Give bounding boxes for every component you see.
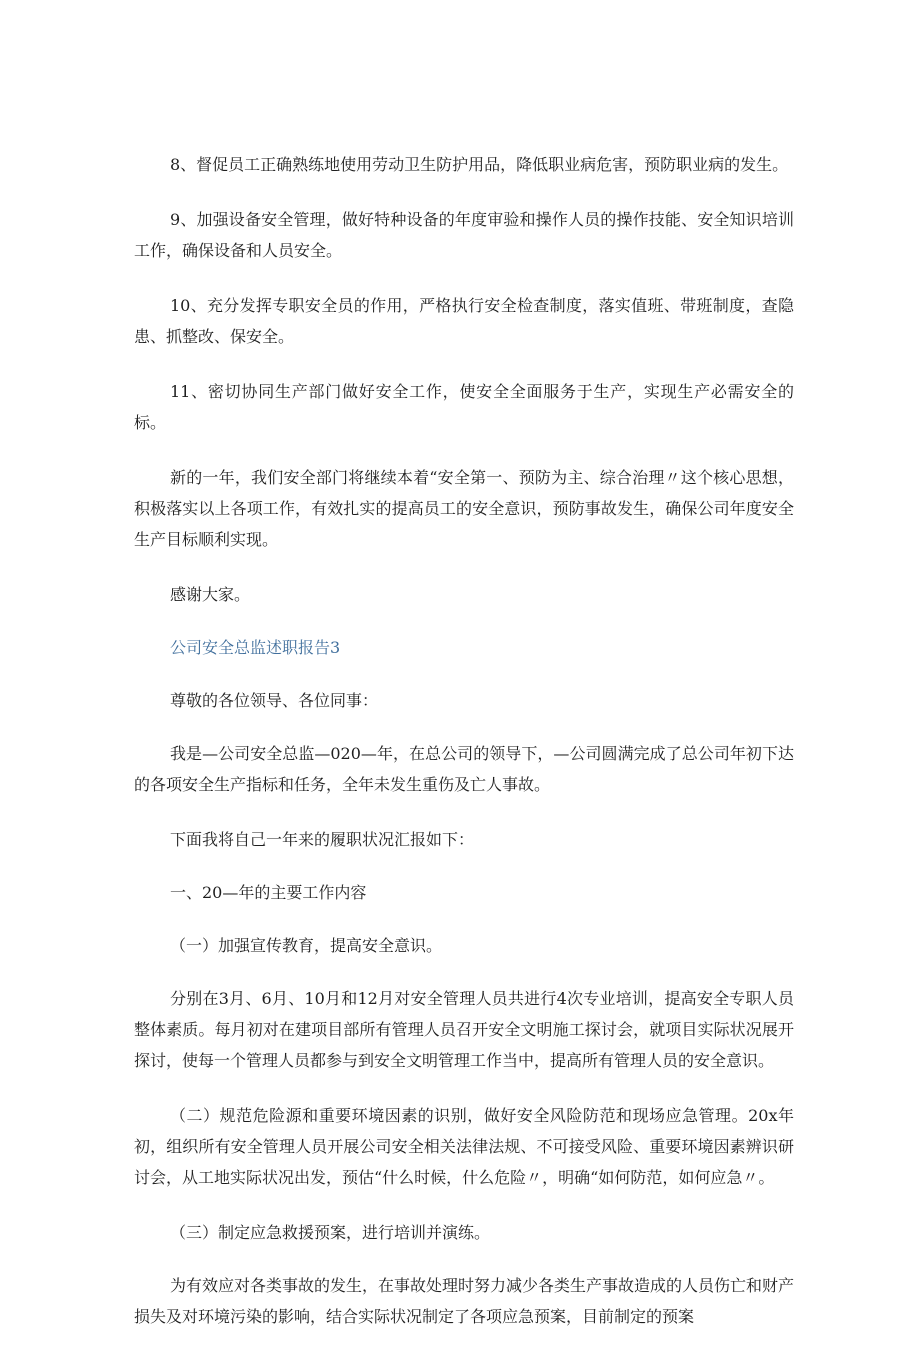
paragraph-hazard-identification: （二）规范危险源和重要环境因素的识别，做好安全风险防范和现场应急管理。20x年初，组织所有安全管理人员开展公司安全相关法律法规、不可接受风险、重要环境因素辨识研讨会，从工地实际状况出发，预估“什么时候，什么危险〃，明确“如何防范，如何应急〃。 <box>134 1106 794 1187</box>
paragraph-salutation: 尊敬的各位领导、各位同事： <box>170 691 379 710</box>
paragraph-item-10: 10、充分发挥专职安全员的作用，严格执行安全检查制度，落实值班、带班制度，查隐患、抓整改、保安全。 <box>134 296 794 346</box>
subsection-heading-3: （三）制定应急救援预案，进行培训并演练。 <box>170 1223 491 1242</box>
subsection-heading-1: （一）加强宣传教育，提高安全意识。 <box>170 936 443 955</box>
paragraph-report-lead: 下面我将自己一年来的履职状况汇报如下： <box>170 830 475 849</box>
paragraph-item-9: 9、加强设备安全管理，做好特种设备的年度审验和操作人员的操作技能、安全知识培训工作，确保设备和人员安全。 <box>134 210 794 260</box>
paragraph-item-11: 11、密切协同生产部门做好安全工作，使安全全面服务于生产，实现生产必需安全的标。 <box>134 382 794 432</box>
paragraph-intro: 我是—公司安全总监—020—年，在总公司的领导下，—公司圆满完成了总公司年初下达的各项安全生产指标和任务，全年未发生重伤及亡人事故。 <box>134 744 794 794</box>
paragraph-training: 分别在3月、6月、10月和12月对安全管理人员共进行4次专业培训，提高安全专职人员整体素质。每月初对在建项目部所有管理人员召开安全文明施工探讨会，就项目实际状况展开探讨，使每一个管理人员都参与到安全文明管理工作当中，提高所有管理人员的安全意识。 <box>134 989 794 1070</box>
paragraph-emergency-plan: 为有效应对各类事故的发生，在事故处理时努力减少各类生产事故造成的人员伤亡和财产损失及对环境污染的影响，结合实际状况制定了各项应急预案，目前制定的预案 <box>134 1276 795 1326</box>
section-heading-1: 一、20—年的主要工作内容 <box>170 883 367 902</box>
paragraph-item-8: 8、督促员工正确熟练地使用劳动卫生防护用品，降低职业病危害，预防职业病的发生。 <box>170 155 789 174</box>
report-title-3: 公司安全总监述职报告3 <box>170 638 341 657</box>
document-body <box>134 149 794 1356</box>
paragraph-thanks: 感谢大家。 <box>170 585 251 604</box>
paragraph-new-year: 新的一年，我们安全部门将继续本着“安全第一、预防为主、综合治理〃这个核心思想，积极落实以上各项工作，有效扎实的提高员工的安全意识，预防事故发生，确保公司年度安全生产目标顺利实现。 <box>134 468 794 549</box>
